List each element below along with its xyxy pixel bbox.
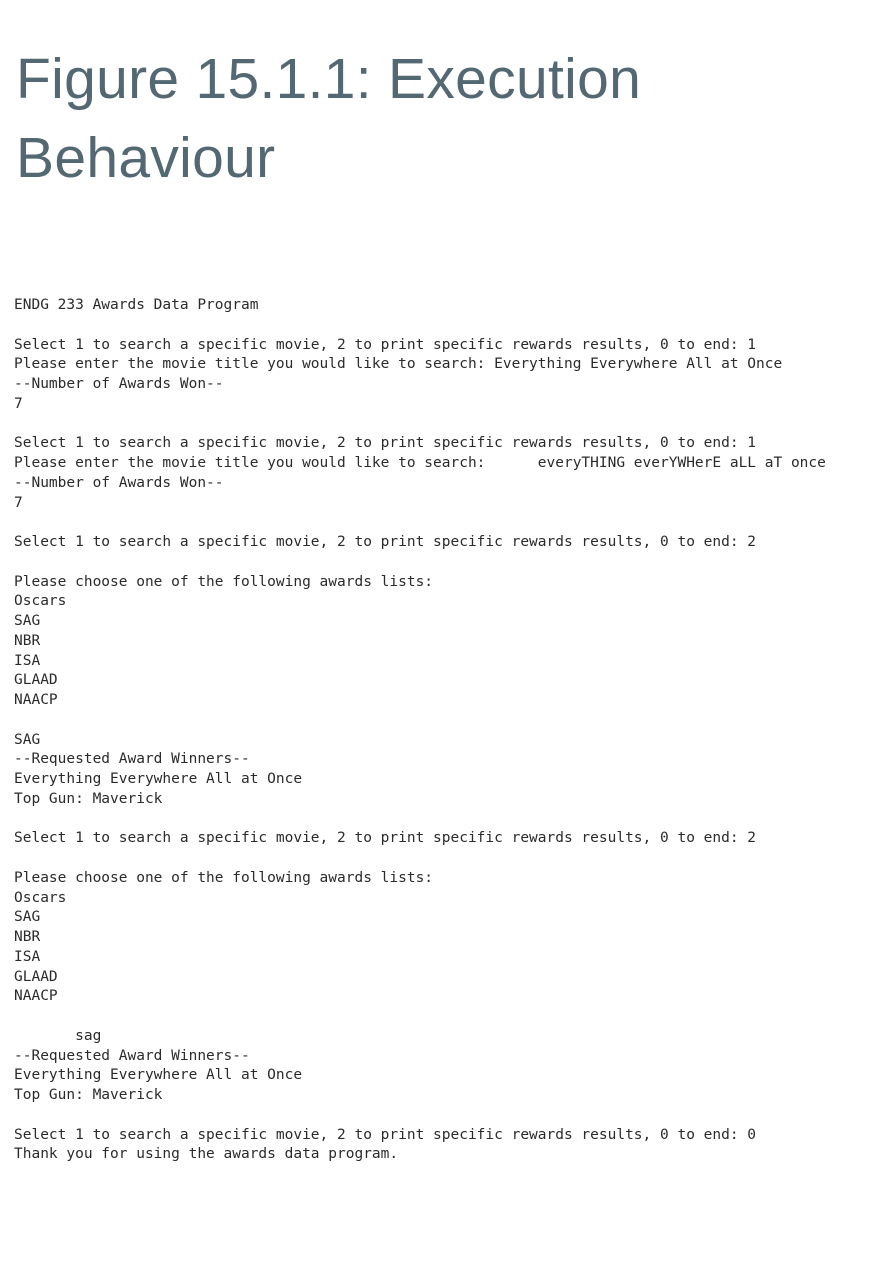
console-line: Top Gun: Maverick <box>14 1087 163 1103</box>
console-line: Thank you for using the awards data program. <box>14 1146 399 1163</box>
console-line <box>14 1106 864 1126</box>
console-line: --Requested Award Winners-- <box>14 1047 250 1064</box>
console-output <box>14 296 864 1165</box>
console-line <box>14 1007 864 1027</box>
console-line: Please enter the movie title you would like to search: Everything Everywhere All at Once <box>14 356 783 373</box>
console-line: Select 1 to search a specific movie, 2 to print specific rewards results, 0 to end: 2 <box>14 534 757 550</box>
console-line: ISA <box>14 948 41 965</box>
console-line: ISA <box>14 652 41 669</box>
console-line: Select 1 to search a specific movie, 2 to print specific rewards results, 0 to end: 2 <box>14 830 757 847</box>
console-line: Please choose one of the following awards lists: <box>14 869 434 886</box>
console-line <box>14 849 864 869</box>
console-line <box>14 553 864 573</box>
console-line: --Requested Award Winners-- <box>14 751 250 768</box>
console-line: GLAAD <box>14 672 58 689</box>
console-line: ENDG 233 Awards Data Program <box>14 297 259 313</box>
console-line: NAACP <box>14 988 58 1005</box>
console-line: Everything Everywhere All at Once <box>14 771 303 787</box>
console-line: SAG <box>14 731 41 748</box>
console-line: Please choose one of the following awards lists: <box>14 573 434 590</box>
console-line <box>14 316 864 336</box>
console-line: Oscars <box>14 889 67 906</box>
console-line: SAG <box>14 613 41 629</box>
console-line: --Number of Awards Won-- <box>14 474 224 491</box>
console-line: 7 <box>14 395 23 412</box>
console-line <box>14 415 864 435</box>
console-line: Oscars <box>14 593 67 610</box>
console-line: Please enter the movie title you would like to search: everyTHING everYWHerE aLL aT once <box>14 455 826 471</box>
console-line: GLAAD <box>14 968 58 985</box>
console-line: NBR <box>14 632 41 649</box>
figure-title: Figure 15.1.1: Execution Behaviour <box>16 47 642 190</box>
console-line <box>14 711 864 731</box>
console-line: Select 1 to search a specific movie, 2 to print specific rewards results, 0 to end: 0 <box>14 1126 757 1143</box>
console-line: Select 1 to search a specific movie, 2 to print specific rewards results, 0 to end: 1 <box>14 336 757 353</box>
console-line <box>14 513 864 533</box>
console-line: NBR <box>14 929 41 945</box>
console-line: 7 <box>14 494 23 511</box>
console-line: sag <box>14 1027 102 1044</box>
console-line: Top Gun: Maverick <box>14 790 163 807</box>
console-line: NAACP <box>14 692 58 708</box>
console-line: SAG <box>14 909 41 926</box>
console-line: Everything Everywhere All at Once <box>14 1067 303 1084</box>
console-line: --Number of Awards Won-- <box>14 376 224 392</box>
console-line <box>14 810 864 830</box>
console-line: Select 1 to search a specific movie, 2 to print specific rewards results, 0 to end: 1 <box>14 435 757 452</box>
